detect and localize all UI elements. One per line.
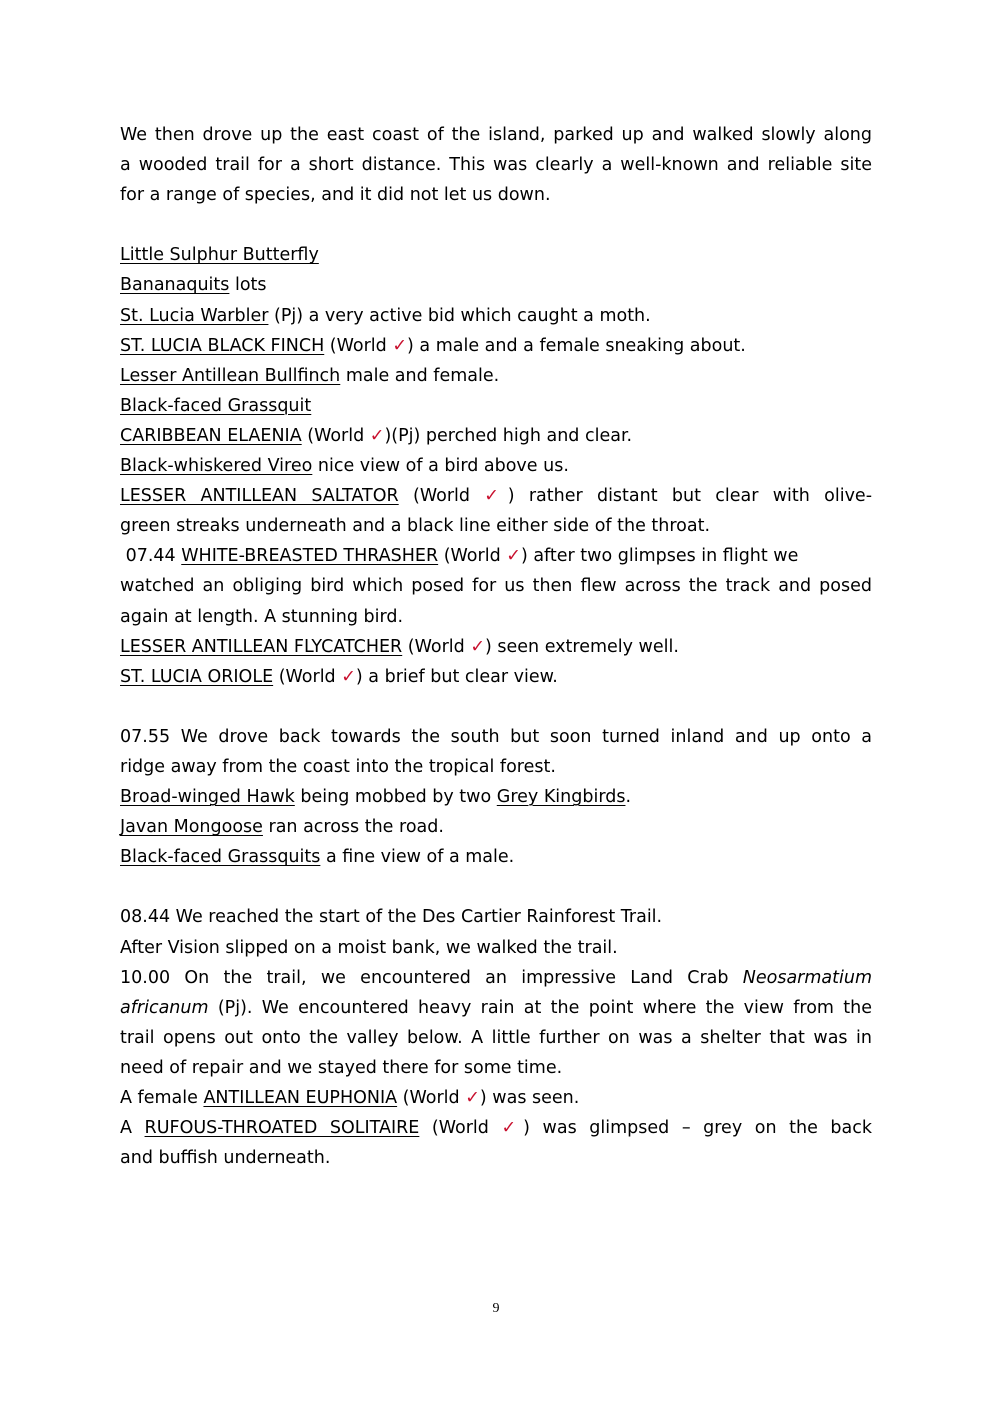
sighting-note: male and female. xyxy=(340,365,500,386)
sighting-prefix: A female xyxy=(120,1088,204,1108)
species-name: St. Lucia Warbler xyxy=(120,305,269,326)
sighting-note: )(Pj) perched high and clear. xyxy=(384,425,633,446)
species-name: LESSER ANTILLEAN FLYCATCHER xyxy=(120,636,403,657)
sighting-note: ) a male and a female sneaking about. xyxy=(407,335,746,356)
trail-line-5: trail opens out onto the valley below. A little further on was a shelter that was in xyxy=(120,1027,872,1048)
species-name: ST. LUCIA BLACK FINCH xyxy=(120,335,325,356)
sighting-note: ) was glimpsed – grey on the back xyxy=(523,1118,872,1139)
sighting-line: A female ANTILLEAN EUPHONIA (World ✓) was seen. xyxy=(120,1088,580,1108)
check-icon: ✓ xyxy=(484,486,508,507)
sighting-time: 07.44 xyxy=(120,546,182,567)
crab-genus: Neosarmatium xyxy=(742,967,872,988)
species-name: ST. LUCIA ORIOLE xyxy=(120,666,274,687)
world-label: World xyxy=(414,636,465,657)
check-icon: ✓ xyxy=(369,425,385,446)
species-name: Bananaquits xyxy=(120,275,230,296)
check-icon: ✓ xyxy=(392,335,408,356)
sighting-note: ) a brief but clear view. xyxy=(355,666,558,687)
sighting-continuation: and buffish underneath. xyxy=(120,1148,331,1169)
sighting-note: nice view of a bird above us. xyxy=(312,456,569,477)
check-icon: ✓ xyxy=(465,1088,480,1108)
sighting-note: . xyxy=(625,787,632,808)
intro-line-1: We then drove up the east coast of the island, parked up and walked slowly along xyxy=(120,125,872,145)
sighting-line xyxy=(120,240,872,270)
spacer xyxy=(120,210,872,240)
sighting-line xyxy=(120,270,872,300)
species-name: RUFOUS-THROATED SOLITAIRE xyxy=(144,1118,420,1139)
sighting-line xyxy=(120,451,872,481)
sighting-prefix: A xyxy=(120,1118,145,1139)
species-name: Lesser Antillean Bullfinch xyxy=(120,365,341,386)
sighting-line xyxy=(120,812,872,842)
trail-line-2: After Vision slipped on a moist bank, we walked the trail. xyxy=(120,937,618,958)
sighting-note: ) seen extremely well. xyxy=(485,636,679,657)
sighting-line: LESSER ANTILLEAN FLYCATCHER (World ✓) seen extremely well. xyxy=(120,636,679,657)
sighting-note: lots xyxy=(229,275,267,296)
species-name: Black-whiskered Vireo xyxy=(120,456,313,477)
sighting-note: ) was seen. xyxy=(479,1088,580,1108)
trail-line-6: need of repair and we stayed there for some time. xyxy=(120,1057,563,1078)
trail-line-1: 08.44 We reached the start of the Des Cartier Rainforest Trail. xyxy=(120,907,663,928)
species-name: Black-faced Grassquit xyxy=(120,395,312,416)
sighting-line xyxy=(120,782,872,812)
sighting-note: a fine view of a male. xyxy=(320,847,515,868)
sighting-continuation: again at length. A stunning bird. xyxy=(120,606,404,627)
species-name: Little Sulphur Butterfly xyxy=(120,245,319,266)
sighting-line xyxy=(120,391,872,421)
world-label: World xyxy=(409,1088,460,1108)
world-label: World xyxy=(450,546,501,567)
drive-line-1: 07.55 We drove back towards the south but soon turned inland and up onto a xyxy=(120,726,872,747)
world-label: World xyxy=(438,1118,489,1139)
spacer xyxy=(120,872,872,902)
crab-species: africanum xyxy=(120,997,209,1018)
sighting-note: ran across the road. xyxy=(262,817,444,838)
trail-text: (Pj). We encountered heavy rain at the point where the view from the xyxy=(208,997,872,1018)
sighting-line: ST. LUCIA BLACK FINCH (World ✓) a male and a female sneaking about. xyxy=(120,335,746,356)
trail-text: 10.00 On the trail, we encountered an impressive Land Crab xyxy=(120,967,743,988)
spacer xyxy=(120,692,872,722)
sighting-continuation: watched an obliging bird which posed for us then flew across the track and posed xyxy=(120,576,872,597)
drive-line-2: ridge away from the coast into the tropical forest. xyxy=(120,756,556,777)
sighting-note: ) rather distant but clear with olive- xyxy=(507,486,873,507)
sighting-note: (Pj) a very active bid which caught a moth. xyxy=(268,305,651,326)
species-name: Javan Mongoose xyxy=(120,817,263,838)
check-icon: ✓ xyxy=(341,666,356,687)
species-name: Broad-winged Hawk xyxy=(120,787,295,808)
page-number: 9 xyxy=(492,1301,500,1316)
world-label: World xyxy=(285,666,336,687)
species-name: ANTILLEAN EUPHONIA xyxy=(203,1088,398,1108)
sighting-line: CARIBBEAN ELAENIA (World ✓)(Pj) perched high and clear. xyxy=(120,425,633,446)
sighting-line: ST. LUCIA ORIOLE (World ✓) a brief but clear view. xyxy=(120,666,558,687)
trail-line-3 xyxy=(120,963,872,993)
sighting-line: A RUFOUS-THROATED SOLITAIRE (World ✓) was glimpsed – grey on the back xyxy=(120,1118,872,1139)
check-icon: ✓ xyxy=(501,1118,524,1139)
sighting-note: ) after two glimpses in flight we xyxy=(520,546,799,567)
species-name: Black-faced Grassquits xyxy=(120,847,321,868)
intro-line-2: a wooded trail for a short distance. This was clearly a well-known and reliable site xyxy=(120,155,872,176)
sighting-line: 07.44 WHITE-BREASTED THRASHER (World ✓) after two glimpses in flight we xyxy=(120,546,799,567)
trail-line-4 xyxy=(120,993,872,1023)
sighting-line xyxy=(120,842,872,872)
species-name: WHITE-BREASTED THRASHER xyxy=(181,546,439,567)
species-name: Grey Kingbirds xyxy=(496,787,626,808)
sighting-continuation: green streaks underneath and a black line either side of the throat. xyxy=(120,516,711,537)
intro-line-3: for a range of species, and it did not let us down. xyxy=(120,185,551,206)
sighting-line xyxy=(120,361,872,391)
sighting-line: LESSER ANTILLEAN SALTATOR (World ✓) rather distant but clear with olive- xyxy=(120,486,873,507)
species-name: LESSER ANTILLEAN SALTATOR xyxy=(120,486,399,507)
sighting-note: being mobbed by two xyxy=(294,787,497,808)
document-page xyxy=(120,120,872,1173)
check-icon: ✓ xyxy=(470,636,486,657)
sighting-line xyxy=(120,301,872,331)
world-label: World xyxy=(336,335,387,356)
world-label: World xyxy=(419,486,470,507)
world-label: World xyxy=(314,425,365,446)
species-name: CARIBBEAN ELAENIA xyxy=(120,425,302,446)
check-icon: ✓ xyxy=(506,546,521,567)
